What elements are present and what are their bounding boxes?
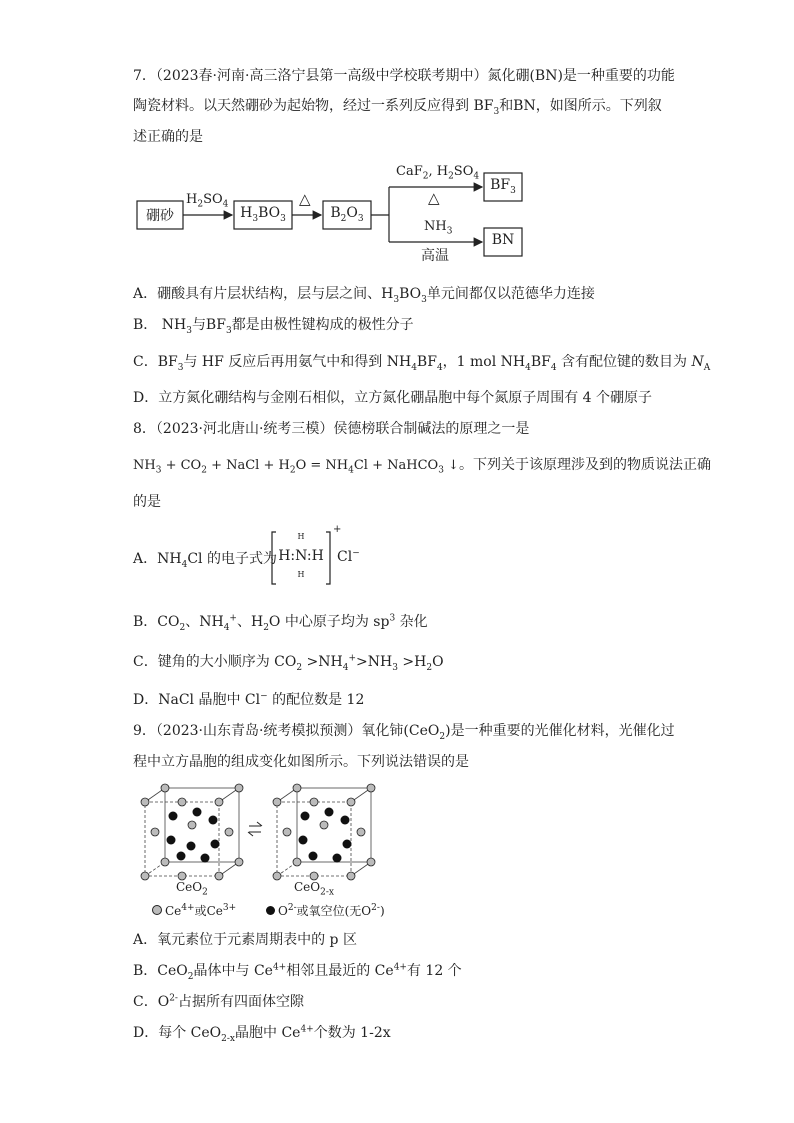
crystal-cell-ceo2-x: [273, 784, 375, 880]
crystal-cell-ceo2: [141, 784, 243, 880]
q9-option-b[interactable]: B．CeO$_2$晶体中与 $Ce^{4+}$相邻且最近的 $Ce^{4+}$有 12 个: [133, 962, 462, 982]
q8-option-c[interactable]: C．键角的大小顺序为 $CO_2 >NH_4^+>NH_3 >H_2O$: [133, 653, 444, 673]
q8-equation-line: $NH_3 + CO_2$ + NaCl + $H_2O = NH_4Cl$ + NaHCO$_3$ ↓。下列关于该原理涉及到的物质说法正确: [133, 457, 711, 476]
electron-formula-h-top: H: [297, 532, 305, 541]
electron-formula-h-bottom: H: [297, 570, 305, 579]
q9-stem-line1: 9．（2023·山东青岛·统考模拟预测）氧化铈(CeO$_2$)是一种重要的光催化材料，光催化过: [133, 723, 675, 742]
q8-option-a[interactable]: A．$NH_4Cl$ 的电子式为: [133, 551, 277, 570]
q7-option-b[interactable]: B． $NH_3$与$BF_3$都是由极性键构成的极性分子: [133, 317, 414, 336]
fig-label-ceo2-x: CeO$_{2-x}$: [294, 880, 334, 898]
q7-option-a[interactable]: A．硼酸具有片层状结构，层与层之间、$H_3BO_3$单元间都仅以范德华力连接: [133, 286, 595, 305]
q7-option-c[interactable]: C．$BF_3$与 HF 反应后再用氨气中和得到 $NH_4BF_4$，1 mol $NH_4BF_4$ 含有配位键的数目为 $N_A$: [133, 354, 711, 373]
scheme-upper-condition: CaF$_2$, $H_2SO_4$: [396, 164, 480, 182]
q9-crystal-figure: [135, 782, 395, 882]
scheme-h3bo3: $H_3BO_3$: [240, 205, 286, 224]
electron-formula-center: H:N:H: [278, 548, 324, 564]
q8-option-b[interactable]: B．$CO_2$、$NH_4^+$、$H_2O$ 中心原子均为 $sp^3$ 杂化: [133, 613, 428, 633]
q9-option-c[interactable]: C．$O^{2-}$占据所有四面体空隙: [133, 993, 304, 1010]
q8-electron-formula: [270, 524, 342, 586]
fig-legend-ce: $Ce^{4+}$或$Ce^{3+}$: [152, 902, 236, 919]
scheme-heat-1: △: [299, 190, 311, 208]
fig-label-ceo2: CeO$_2$: [176, 880, 208, 898]
q8-stem-line3: 的是: [133, 494, 161, 510]
q9-option-d[interactable]: D．每个 CeO$_{2-x}$晶胞中 $Ce^{4+}$个数为 1-2x: [133, 1024, 391, 1044]
q9-stem-line2: 程中立方晶胞的组成变化如图所示。下列说法错误的是: [133, 754, 469, 770]
scheme-high-temp: 高温: [421, 248, 449, 264]
q9-option-a[interactable]: A．氧元素位于元素周期表中的 p 区: [133, 932, 357, 948]
scheme-bn: BN: [491, 232, 515, 248]
q7-reaction-scheme: [0, 0, 794, 290]
q8-stem-line1: 8．（2023·河北唐山·统考三模）侯德榜联合制碱法的原理之一是: [133, 421, 530, 437]
scheme-reagent-h2so4: $H_2SO_4$: [186, 192, 229, 210]
scheme-lower-condition: $NH_3$: [424, 219, 453, 237]
scheme-heat-2: △: [428, 189, 440, 207]
reversible-arrow: [248, 822, 262, 836]
fig-legend-o: $O^{2-}$或氧空位(无$O^{2-}$): [266, 902, 385, 919]
scheme-b2o3: $B_2O_3$: [330, 205, 364, 224]
scheme-borax: 硼砂: [146, 208, 174, 224]
q8-option-d[interactable]: D．NaCl 晶胞中 Cl− 的配位数是 12: [133, 691, 365, 708]
scheme-bf3: $BF_3$: [490, 177, 516, 196]
q7-option-d[interactable]: D．立方氮化硼结构与金刚石相似，立方氮化硼晶胞中每个氮原子周围有 4 个硼原子: [133, 390, 653, 406]
q7-stem-line2: 陶瓷材料。以天然硼砂为起始物，经过一系列反应得到 $BF_3$和BN，如图所示。下列叙: [133, 98, 662, 117]
q7-stem-line1: 7．（2023春·河南·高三洛宁县第一高级中学校联考期中）氮化硼(BN)是一种重要的功能: [133, 68, 675, 84]
electron-formula-charge: +: [333, 524, 342, 535]
legend-grey-dot: [152, 905, 162, 915]
legend-black-dot: [266, 906, 275, 915]
q7-stem-line3: 述正确的是: [133, 129, 203, 145]
q8-option-a-chloride: Cl−: [337, 548, 360, 565]
